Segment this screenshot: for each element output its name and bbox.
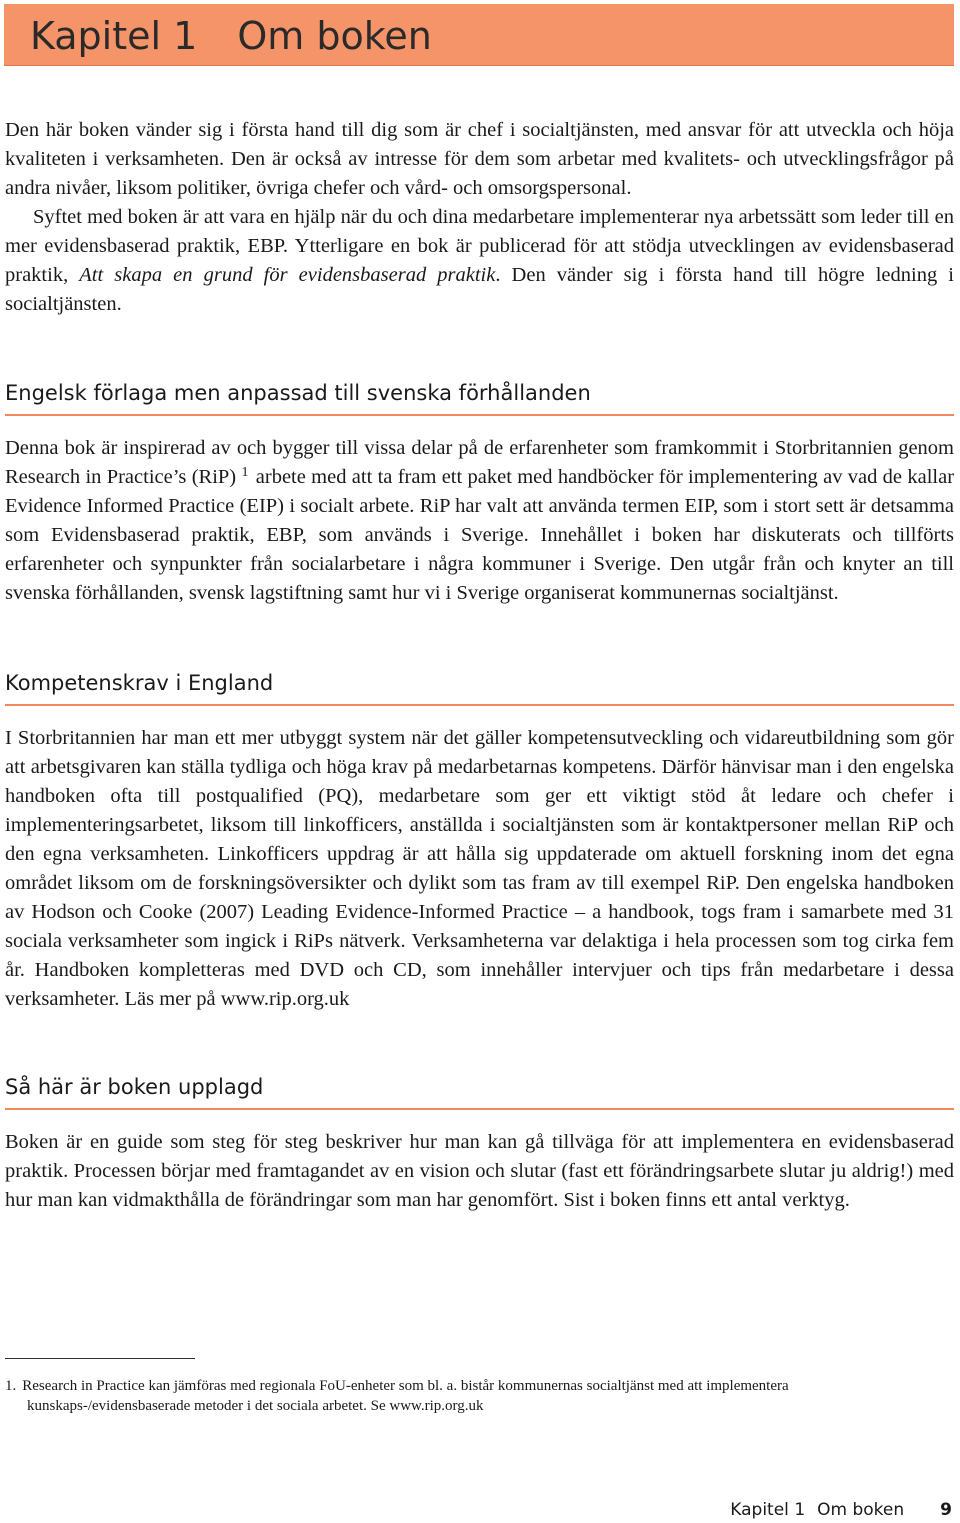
intro-paragraph-2-end: . Den vänder sig i första hand till högre ledning i socialtjänsten.	[5, 264, 954, 315]
section-paragraph: I Storbritannien har man ett mer utbyggt system när det gäller kompetensutveckling och vidareutbildning som gör att arbetsgivaren kan ställa tydliga och höga krav på medarbetarnas kompetens. Därför hänvisar man i den engelska handboken ofta till postqualified (PQ), medarbetare som ger ett viktigt stöd åt ledare och chefer i implementeringsarbetet, liksom till linkofficers, anställda i socialtjänsten som är kontaktpersoner mellan RiP och den egna verksamheten. Linkofficers uppdrag är att hålla sig uppdaterade om aktuell forskning inom det egna området liksom om de forskningsöversikter och dylikt som tas fram av till exempel RiP. Den engelska handboken av Hodson och Cooke (2007) Leading Evidence-Informed Practice – a handbook, togs fram i samarbete med 31 sociala verksamheter som ingick i RiPs nätverk. Verksamheterna var delaktiga i hela processen som tog cirka fem år. Handboken kompletteras med DVD och CD, som innehåller intervjuer och tips från medarbetare i dessa verksamheter. Läs mer på www.rip.org.uk	[5, 727, 954, 1010]
footnote	[5, 1376, 955, 1416]
footnote-line-1: Research in Practice kan jämföras med regionala FoU-enheter som bl. a. bistår kommunernas socialtjänst med att implementera	[22, 1378, 789, 1394]
section-heading: Så här är boken upplagd	[5, 1072, 954, 1110]
section-heading: Kompetenskrav i England	[5, 668, 954, 706]
section-text-a: Denna bok är inspirerad av och bygger till vissa delar på de erfarenheter som framkommit i Storbritannien genom Research in Practice’s (RiP)	[5, 437, 954, 488]
section-heading: Engelsk förlaga men anpassad till svenska förhållanden	[5, 378, 954, 416]
section-engelsk-forlaga	[5, 378, 954, 608]
intro-paragraph-2-start: Syftet med boken är att vara en hjälp när du och dina medarbetare implementerar nya arbetssätt som leder till en mer evidensbaserad praktik, EBP. Ytterligare en bok är publicerad för att stödja utvecklingen av evidensbaserad praktik,	[5, 206, 954, 286]
intro-paragraph-2	[5, 203, 954, 319]
footnote-reference[interactable]: 1	[241, 465, 249, 480]
chapter-number: Kapitel 1	[30, 14, 198, 58]
section-paragraph: Boken är en guide som steg för steg beskriver hur man kan gå tillväga för att implementera en evidensbaserad praktik. Processen börjar med framtagandet av en vision och slutar (fast ett förändringsarbete slutar ju aldrig!) med hur man kan vidmakthålla de förändringar som man har genomfört. Sist i boken finns ett antal verktyg.	[5, 1131, 954, 1211]
section-text-b: arbete med att ta fram ett paket med handböcker för implementering av vad de kallar Evidence Informed Practice (EIP) i socialt arbete. RiP har valt att använda termen EIP, som i stort sett är detsamma som Evidensbaserad praktik, EBP, som används i Sverige. Innehållet i boken har diskuterats och tillförts erfarenheter och synpunkter från socialarbetare i några kommuner i Sverige. Den utgår från och knyter an till svenska förhållanden, svensk lagstiftning samt hur vi i Sverige organiserat kommunernas socialtjänst.	[5, 466, 955, 604]
footnote-number: 1.	[5, 1378, 17, 1394]
section-bokens-upplagg	[5, 1072, 954, 1215]
chapter-banner	[4, 4, 954, 66]
footer-chapter-title: Om boken	[817, 1500, 905, 1520]
chapter-name: Om boken	[237, 14, 432, 58]
intro-paragraph-1: Den här boken vänder sig i första hand till dig som är chef i socialtjänsten, med ansvar för att utveckla och höja kvaliteten i verksamheten. Den är också av intresse för dem som arbetar med kvalitets- och utvecklingsfrågor på andra nivåer, liksom politiker, övriga chefer och vård- och omsorgspersonal.	[5, 119, 954, 199]
footnote-divider	[5, 1358, 195, 1359]
chapter-title	[30, 12, 432, 60]
section-kompetenskrav	[5, 668, 954, 1014]
book-title-italic: Att skapa en grund för evidensbaserad praktik	[79, 264, 496, 286]
footnote-line-2: kunskaps-/evidensbaserade metoder i det sociala arbetet. Se www.rip.org.uk	[27, 1398, 484, 1414]
intro-section	[5, 116, 954, 319]
page-footer	[730, 1500, 952, 1520]
page-number: 9	[940, 1500, 952, 1520]
section-paragraph	[5, 434, 954, 608]
footer-chapter-number: Kapitel 1	[730, 1500, 806, 1520]
